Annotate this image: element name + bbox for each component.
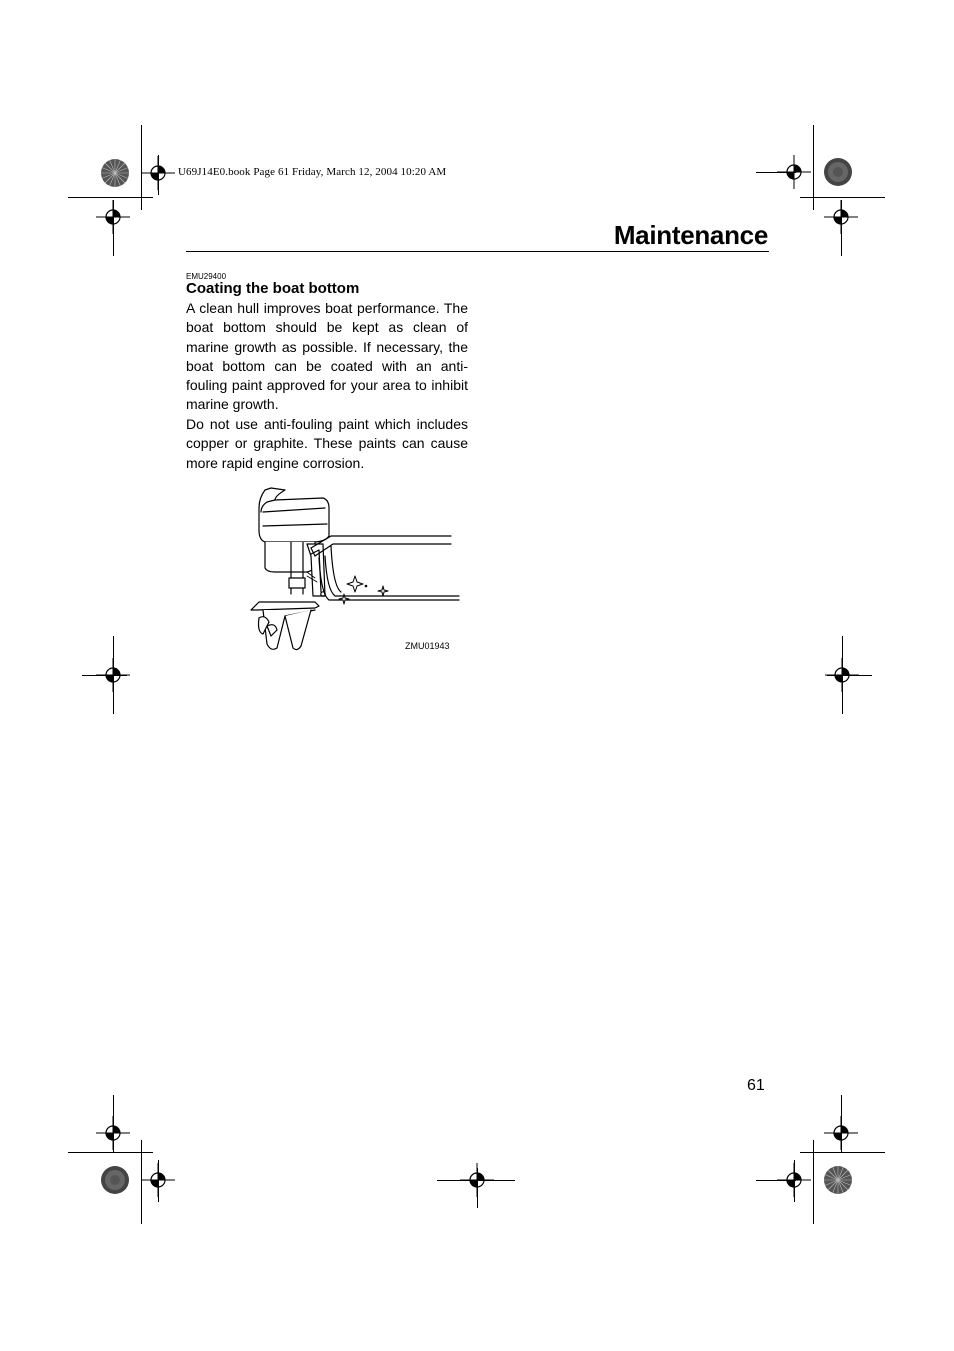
figure-code: ZMU01943 xyxy=(405,641,450,651)
print-rosette-icon xyxy=(823,157,853,187)
section-code: EMU29400 xyxy=(186,272,227,281)
boat-bottom-illustration xyxy=(245,486,465,656)
body-paragraph: Do not use anti-fouling paint which includes copper or graphite. These paints can cause more rapid engine corrosion. xyxy=(186,416,468,471)
body-paragraph: A clean hull improves boat performance. The boat bottom should be kept as clean of marine growth as possible. If necessary, the boat bottom can be coated with an anti-fouling paint approved for your area to inhibit marine growth. xyxy=(186,300,468,413)
print-rosette-icon xyxy=(100,1165,130,1195)
page-number: 61 xyxy=(747,1077,765,1094)
outboard-motor-icon xyxy=(251,488,329,650)
print-rosette-icon xyxy=(823,1165,853,1195)
section-heading: Coating the boat bottom xyxy=(186,280,360,297)
page-title: Maintenance xyxy=(613,220,768,250)
print-rosette-icon xyxy=(100,158,130,188)
book-info-header: U69J14E0.book Page 61 Friday, March 12, 2004 10:20 AM xyxy=(178,166,447,178)
title-rule xyxy=(186,251,769,252)
